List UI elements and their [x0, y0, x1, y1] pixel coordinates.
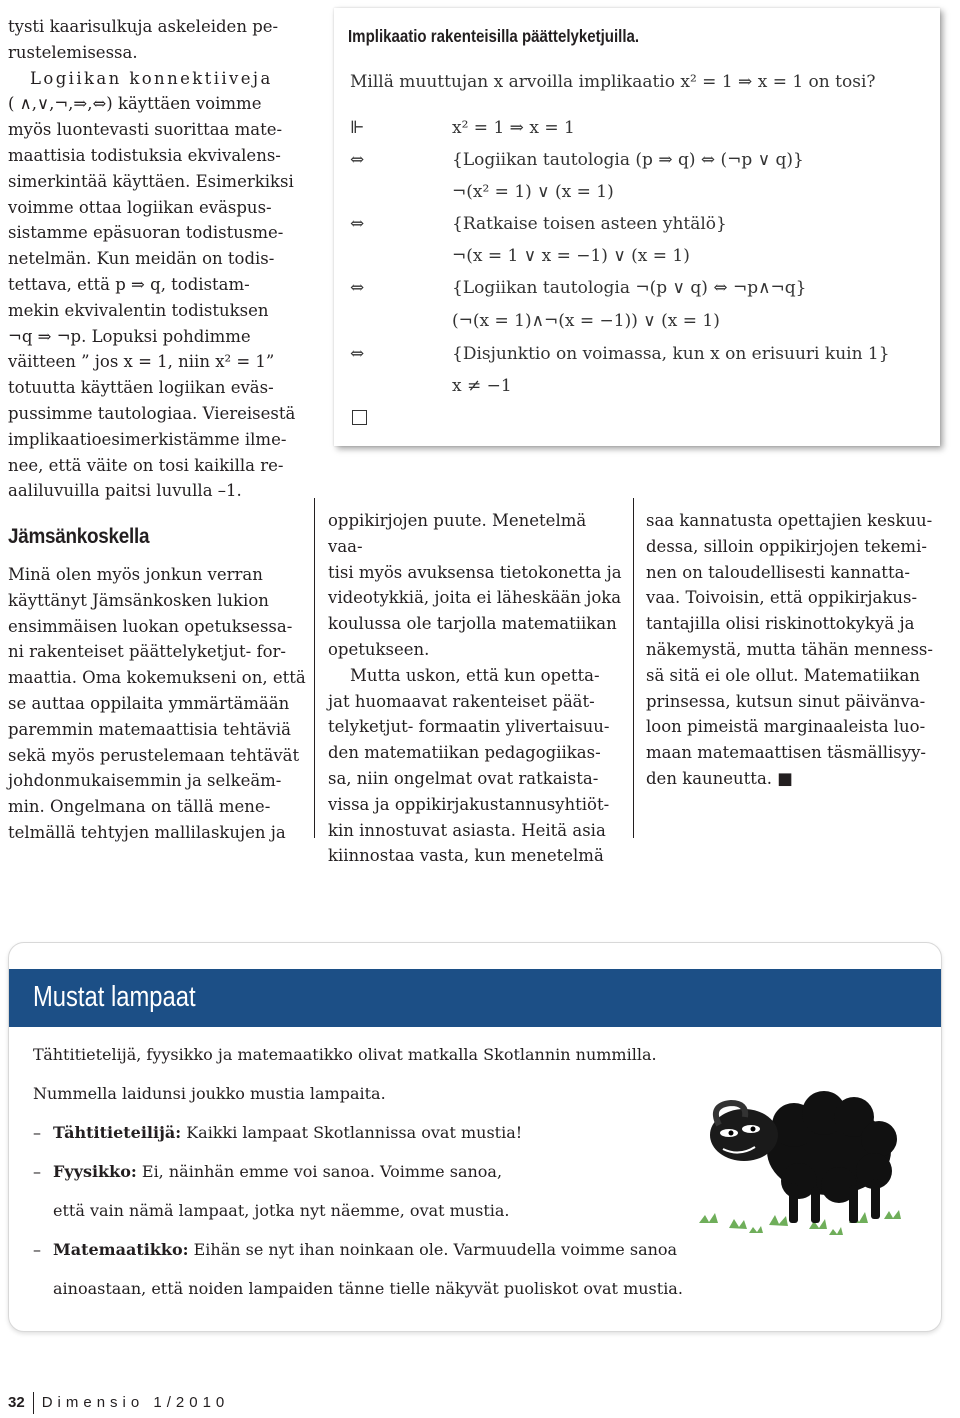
proof-step: {Disjunktio on voimassa, kun x on erisuuri kuin 1}	[452, 344, 890, 364]
dialogue-line: että vain nämä lampaat, jotka nyt näemme, ovat mustia.	[53, 1201, 510, 1220]
body-line: tettava, että p ⇒ q, todistam-	[8, 274, 250, 294]
body-line: totuutta käyttäen logiikan eväs-	[8, 378, 274, 398]
body-line: implikaatioesimerkistämme ilme-	[8, 429, 287, 449]
body-line: sistamme epäsuoran todistusme-	[8, 223, 284, 243]
proof-box	[334, 8, 940, 446]
proof-step: {Logiikan tautologia (p ⇒ q) ⇔ (¬p ∨ q)}	[452, 150, 804, 170]
body-line: voimme ottaa logiikan eväspus-	[8, 197, 272, 217]
body-line: maattisia todistuksia ekvivalens-	[8, 145, 281, 165]
body-line: näkemystä, mutta tähän menness-	[646, 639, 933, 659]
page-footer	[8, 1392, 229, 1414]
dialogue-line	[53, 1162, 502, 1181]
middle-column	[328, 508, 623, 869]
body-line: nen on taloudellisesti kannatta-	[646, 562, 910, 582]
body-line: oppikirjojen puute. Menetelmä vaa-	[328, 511, 587, 556]
qed-square-icon	[352, 410, 367, 425]
proof-step: ¬(x² = 1) ∨ (x = 1)	[452, 182, 614, 202]
body-line: ¬q ⇒ ¬p. Lopuksi pohdimme	[8, 326, 251, 346]
body-line: tysti kaarisulkuja askeleiden pe-	[8, 17, 279, 36]
body-line: jat huomaavat rakenteiset päät-	[328, 691, 595, 711]
body-line: maan matemaattisen täsmällisyy-	[646, 743, 926, 763]
proof-step: x² = 1 ⇒ x = 1	[452, 118, 575, 138]
proof-question: Millä muuttujan x arvoilla implikaatio x² = 1 ⇒ x = 1 on tosi?	[350, 72, 876, 92]
body-line: kiinnostaa vasta, kun menetelmä	[328, 846, 604, 866]
magazine-name: Dimensio 1/2010	[41, 1393, 230, 1411]
body-line: videotykkiä, joita ei läheskään joka	[328, 588, 622, 608]
grass-icon	[699, 1210, 901, 1235]
turnstile-symbol: ⊩	[350, 118, 365, 138]
body-line: mekin ekvivalentin todistuksen	[8, 300, 269, 320]
dialogue-line	[53, 1240, 677, 1259]
speech: Ei, näinhän emme voi sanoa. Voimme sanoa,	[136, 1162, 503, 1181]
body-line: aaliluvuilla paitsi luvulla –1.	[8, 481, 242, 501]
body-line: ni rakenteiset päättelyketjut- for-	[8, 642, 286, 662]
body-line: den kauneutta. ■	[646, 768, 793, 788]
body-line: min. Ongelmana on tällä mene-	[8, 797, 271, 817]
body-line: paremmin matemaattisia tehtäviä	[8, 719, 291, 739]
speaker-name: Fyysikko:	[53, 1162, 137, 1181]
body-line: kin innostuvat asiasta. Heitä asia	[328, 820, 606, 840]
speaker-name: Tähtitieteilijä:	[53, 1123, 182, 1142]
equivalence-symbol: ⇔	[350, 214, 365, 234]
body-line: opetukseen.	[328, 639, 430, 659]
speech: Eihän se nyt ihan noinkaan ole. Varmuudella voimme sanoa	[188, 1240, 678, 1259]
body-line: tantajilla olisi riskinottokykyä ja	[646, 614, 915, 634]
body-line: Logiikan konnektiiveja	[30, 68, 273, 88]
proof-step: {Logiikan tautologia ¬(p ∨ q) ⇔ ¬p∧¬q}	[452, 278, 807, 298]
body-line: Mutta uskon, että kun opetta-	[350, 665, 600, 685]
body-line: simerkintää käyttäen. Esimerkiksi	[8, 171, 294, 191]
body-line: se auttaa oppilaita ymmärtämään	[8, 693, 290, 713]
body-line: vissa ja oppikirjakustannusyhtiöt-	[328, 794, 610, 814]
footer-divider	[33, 1392, 34, 1414]
body-line: netelmän. Kun meidän on todis-	[8, 249, 275, 269]
body-line: ensimmäisen luokan opetuksessa-	[8, 616, 293, 636]
dash-bullet: –	[33, 1162, 41, 1181]
body-line: saa kannatusta opettajien keskuu-	[646, 511, 933, 530]
black-sheep-illustration	[689, 1073, 919, 1243]
body-line: telyketjut- formaatin ylivertaisuu-	[328, 717, 610, 737]
body-line: sä sitä ei ole ollut. Matematiikan	[646, 665, 921, 685]
body-line: pussimme tautologiaa. Viereisestä	[8, 403, 296, 423]
right-column	[646, 508, 942, 792]
box-text: Nummella laidunsi joukko mustia lampaita.	[33, 1084, 386, 1103]
left-column	[8, 14, 306, 846]
box-header	[9, 969, 941, 1027]
dash-bullet: –	[33, 1123, 41, 1142]
body-line: maattia. Oma kokemukseni on, että	[8, 668, 306, 688]
body-line: dessa, silloin oppikirjojen tekemi-	[646, 536, 927, 556]
body-line: myös luontevasti suorittaa mate-	[8, 120, 283, 140]
body-line: koulussa ole tarjolla matematiikan	[328, 614, 617, 634]
dialogue-line: ainoastaan, että noiden lampaiden tänne tielle näkyvät puoliskot ovat mustia.	[53, 1279, 683, 1298]
box-title: Mustat lampaat	[33, 981, 196, 1013]
dialogue-line	[53, 1123, 522, 1142]
speaker-name: Matemaatikko:	[53, 1240, 189, 1259]
body-line: johdonmukaisemmin ja selkeäm-	[8, 771, 282, 791]
proof-step: ¬(x = 1 ∨ x = −1) ∨ (x = 1)	[452, 246, 690, 266]
body-line: ( ∧,∨,¬,⇒,⇔) käyttäen voimme	[8, 94, 262, 114]
body-line: vaa. Toivoisin, että oppikirjakus-	[646, 588, 918, 608]
section-heading: Jämsänkoskella	[8, 525, 150, 549]
body-line: prinsessa, kutsun sinut päivänva-	[646, 691, 926, 711]
body-line: väitteen ” jos x = 1, niin x² = 1”	[8, 352, 275, 372]
body-line: sa, niin ongelmat ovat ratkaista-	[328, 768, 599, 788]
body-line: telmällä tehtyjen mallilaskujen ja	[8, 822, 286, 842]
box-text: Tähtitietelijä, fyysikko ja matemaatikko olivat matkalla Skotlannin nummilla.	[33, 1045, 657, 1064]
body-line: Minä olen myös jonkun verran	[8, 564, 263, 584]
column-divider	[314, 498, 315, 838]
column-divider	[633, 498, 634, 838]
body-line: den matematiikan pedagogiikas-	[328, 743, 601, 763]
body-line: tisi myös avuksensa tietokonetta ja	[328, 562, 622, 582]
proof-step: (¬(x = 1)∧¬(x = −1)) ∨ (x = 1)	[452, 311, 720, 331]
body-line: loon pimeistä marginaaleista luo-	[646, 717, 926, 737]
proof-title: Implikaatio rakenteisilla päättelyketjuilla.	[348, 26, 640, 46]
proof-step: {Ratkaise toisen asteen yhtälö}	[452, 214, 727, 234]
equivalence-symbol: ⇔	[350, 278, 365, 298]
speech: Kaikki lampaat Skotlannissa ovat mustia!	[181, 1123, 523, 1142]
page-number: 32	[8, 1393, 25, 1411]
equivalence-symbol: ⇔	[350, 344, 365, 364]
body-line: käyttänyt Jämsänkosken lukion	[8, 590, 269, 610]
body-line: nee, että väite on tosi kaikilla re-	[8, 455, 284, 475]
body-line: sekä myös perustelemaan tehtävät	[8, 745, 300, 765]
proof-step: x ≠ −1	[452, 376, 512, 396]
dash-bullet: –	[33, 1240, 41, 1259]
body-line: rustelemisessa.	[8, 42, 138, 62]
equivalence-symbol: ⇔	[350, 150, 365, 170]
sidebar-box	[8, 942, 942, 1332]
